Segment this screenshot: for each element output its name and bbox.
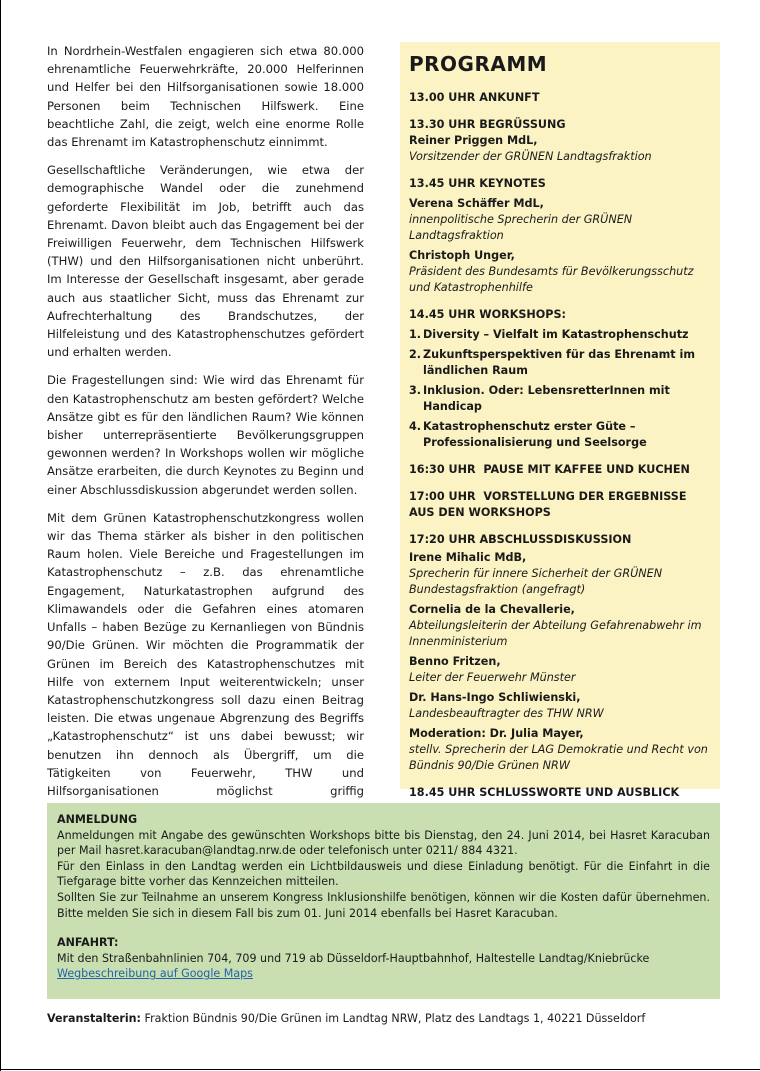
moderator	[409, 726, 711, 774]
slot-title: 17:00 UHR VORSTELLUNG DER ERGEBNISSE AUS DEN WORKSHOPS	[409, 490, 691, 519]
panelist	[409, 602, 711, 650]
speaker-role: Vorsitzender der GRÜNEN Landtagsfraktion	[409, 150, 652, 163]
workshop-item	[409, 383, 711, 415]
intro-paragraph: Mit dem Grünen Katastrophenschutzkongress wollen wir das Thema stärker als bisher in den politischen Raum holen. Viele Bereiche und Fragestellungen im Katastrophenschutz – z.B. das ehrenamtliche Engagement, Naturkatastrophen aufgrund des Klimawandels oder die Gefahren eines atomaren Unfalls – haben Bezüge zu Kernanliegen von Bündnis 90/Die Grünen. Wir möchten die Programmatik der Grünen im Bereich des Katastrophenschutzes mit Hilfe von externem Input weiterentwickeln; unser Katastrophenschutzkongress soll dazu einen Beitrag leisten. Die etwas ungenaue Abgrenzung des Begriffs „Katastrophenschutz“ ist uns dabei bewusst; wir benutzen ihn dennoch als Übergriff, um die Tätigkeiten von Feuerwehr, THW und Hilfsorganisationen möglichst griffig	[47, 510, 364, 798]
intro-paragraph: In Nordrhein-Westfalen engagieren sich etwa 80.000 ehrenamtliche Feuerwehrkräfte, 20.000 Helferinnen und Helfer bei den Hilfsorganisationen sowie 18.000 Personen beim Technischen Hilfswerk. Eine beachtliche Zahl, die zeigt, welch eine enorme Rolle das Ehrenamt im Katastrophenschutz einnimmt.	[47, 44, 364, 150]
registration-box	[47, 803, 720, 999]
workshop-number: 3.	[409, 384, 422, 397]
speaker-name: Dr. Hans-Ingo Schliwienski,	[409, 691, 581, 704]
speaker-name: Reiner Priggen MdL,	[409, 134, 538, 147]
speaker-role: innenpolitische Sprecherin der GRÜNEN Landtagsfraktion	[409, 213, 633, 242]
page-bottom-border	[0, 1069, 760, 1070]
organizer-line	[47, 1011, 720, 1027]
panelist	[409, 550, 711, 598]
slot-title: 18.45 UHR SCHLUSSWORTE UND AUSBLICK	[409, 786, 680, 799]
slot-title: 13.45 UHR KEYNOTES	[409, 177, 546, 190]
workshop-number: 4.	[409, 420, 422, 433]
speaker-role: Präsident des Bundesamts für Bevölkerungsschutz und Katastrophenhilfe	[409, 265, 694, 294]
workshop-number: 1.	[409, 328, 422, 341]
workshop-item	[409, 419, 711, 451]
directions-text: Mit den Straßenbahnlinien 704, 709 und 719 ab Düsseldorf-Hauptbahnhof, Haltestelle Landtag/Kniebrücke	[57, 951, 650, 965]
google-maps-link[interactable]: Wegbeschreibung auf Google Maps	[57, 967, 253, 981]
speaker-name: Moderation: Dr. Julia Mayer,	[409, 727, 584, 740]
workshop-title: Zukunftsperspektiven für das Ehrenamt im ländlichen Raum	[423, 348, 696, 377]
program-slot-workshops	[409, 307, 711, 451]
registration-text: Anmeldungen mit Angabe des gewünschten Workshops bitte bis Dienstag, den 24. Juni 2014, bei Hasret Karacuban per Mail hasret.karacuban@landtag.nrw.de oder telefonisch unter 0211/ 884 4321.	[57, 828, 710, 858]
speaker-role: Landesbeauftragter des THW NRW	[409, 707, 604, 720]
slot-title: 17:20 UHR ABSCHLUSSDISKUSSION	[409, 533, 632, 546]
organizer-label: Veranstalterin:	[47, 1012, 141, 1025]
workshop-item	[409, 327, 711, 343]
workshop-title: Diversity – Vielfalt im Katastrophenschutz	[423, 328, 689, 341]
speaker-name: Benno Fritzen,	[409, 655, 501, 668]
slot-title: 16:30 UHR PAUSE MIT KAFFEE UND KUCHEN	[409, 463, 690, 476]
speaker-role: Abteilungsleiterin der Abteilung Gefahrenabwehr im Innenministerium	[409, 619, 702, 648]
workshop-title: Inklusion. Oder: LebensretterInnen mit Handicap	[423, 384, 670, 413]
speaker-role: stellv. Sprecherin der LAG Demokratie und Recht von Bündnis 90/Die Grünen NRW	[409, 743, 708, 772]
keynote-speaker	[409, 196, 711, 244]
speaker-name: Verena Schäffer MdL,	[409, 197, 544, 210]
program-slot-welcome	[409, 117, 711, 165]
program-slot-arrival	[409, 90, 711, 106]
speaker-name: Christoph Unger,	[409, 249, 515, 262]
program-slot-results	[409, 489, 711, 521]
speaker-name: Cornelia de la Chevallerie,	[409, 603, 575, 616]
workshop-item	[409, 347, 711, 379]
program-heading: PROGRAMM	[409, 52, 548, 76]
workshop-title: Katastrophenschutz erster Güte – Professionalisierung und Seelsorge	[423, 420, 647, 449]
program-slot-discussion	[409, 532, 711, 774]
program-slot-pause	[409, 462, 711, 478]
keynote-speaker	[409, 248, 711, 296]
intro-paragraph: Die Fragestellungen sind: Wie wird das Ehrenamt für den Katastrophenschutz am besten gefördert? Welche Ansätze gibt es für den ländlichen Raum? Wie können bisher unterrepräsentierte Bevölkerungsgruppen gewonnen werden? In Workshops wollen wir mögliche Ansätze erarbeiten, die durch Keynotes zu Beginn und einer Abschlussdiskussion abgerundet werden sollen.	[47, 373, 364, 497]
page-left-border	[0, 0, 1, 1071]
slot-title: 13.00 UHR ANKUNFT	[409, 91, 540, 104]
intro-paragraph: Gesellschaftliche Veränderungen, wie etwa der demographische Wandel oder die zunehmend geforderte Flexibilität im Job, betrifft auch das Ehrenamt. Davon bleibt auch das Engagement bei der Freiwilligen Feuerwehr, dem Technischen Hilfswerk (THW) und den Hilfsorganisationen nicht unberührt. Im Interesse der Gesellschaft insgesamt, aber gerade auch aus staatlicher Sicht, muss das Ehrenamt zur Aufrechterhaltung des Brandschutzes, der Hilfeleistung und des Katastrophenschutzes gefördert und erhalten werden.	[47, 163, 364, 360]
slot-title: 13.30 UHR BEGRÜSSUNG	[409, 118, 566, 131]
registration-heading: ANMELDUNG	[57, 813, 138, 826]
program-box	[400, 42, 720, 799]
intro-text-column	[47, 42, 364, 828]
panelist	[409, 654, 711, 686]
speaker-role: Sprecherin für innere Sicherheit der GRÜNEN Bundestagsfraktion (angefragt)	[409, 567, 663, 596]
organizer-text: Fraktion Bündnis 90/Die Grünen im Landtag NRW, Platz des Landtags 1, 40221 Düsseldorf	[141, 1012, 646, 1025]
spacer	[57, 921, 710, 935]
directions-heading: ANFAHRT:	[57, 936, 119, 950]
program-slot-keynotes	[409, 176, 711, 296]
registration-text: Für den Einlass in den Landtag werden ein Lichtbildausweis und diese Einladung benötigt. Für die Einfahrt in die Tiefgarage bitte vorher das Kennzeichen mitteilen.	[57, 859, 710, 889]
speaker-role: Leiter der Feuerwehr Münster	[409, 671, 576, 684]
slot-title: 14.45 UHR WORKSHOPS:	[409, 308, 567, 321]
speaker-name: Irene Mihalic MdB,	[409, 551, 527, 564]
program-slot-closing	[409, 785, 711, 801]
registration-text: Sollten Sie zur Teilnahme an unserem Kongress Inklusionshilfe benötigen, können wir die Kosten dafür übernehmen. Bitte melden Sie sich in diesem Fall bis zum 01. Juni 2014 ebenfalls bei Hasret Karacuban.	[57, 890, 710, 920]
workshop-number: 2.	[409, 348, 422, 361]
panelist	[409, 690, 711, 722]
